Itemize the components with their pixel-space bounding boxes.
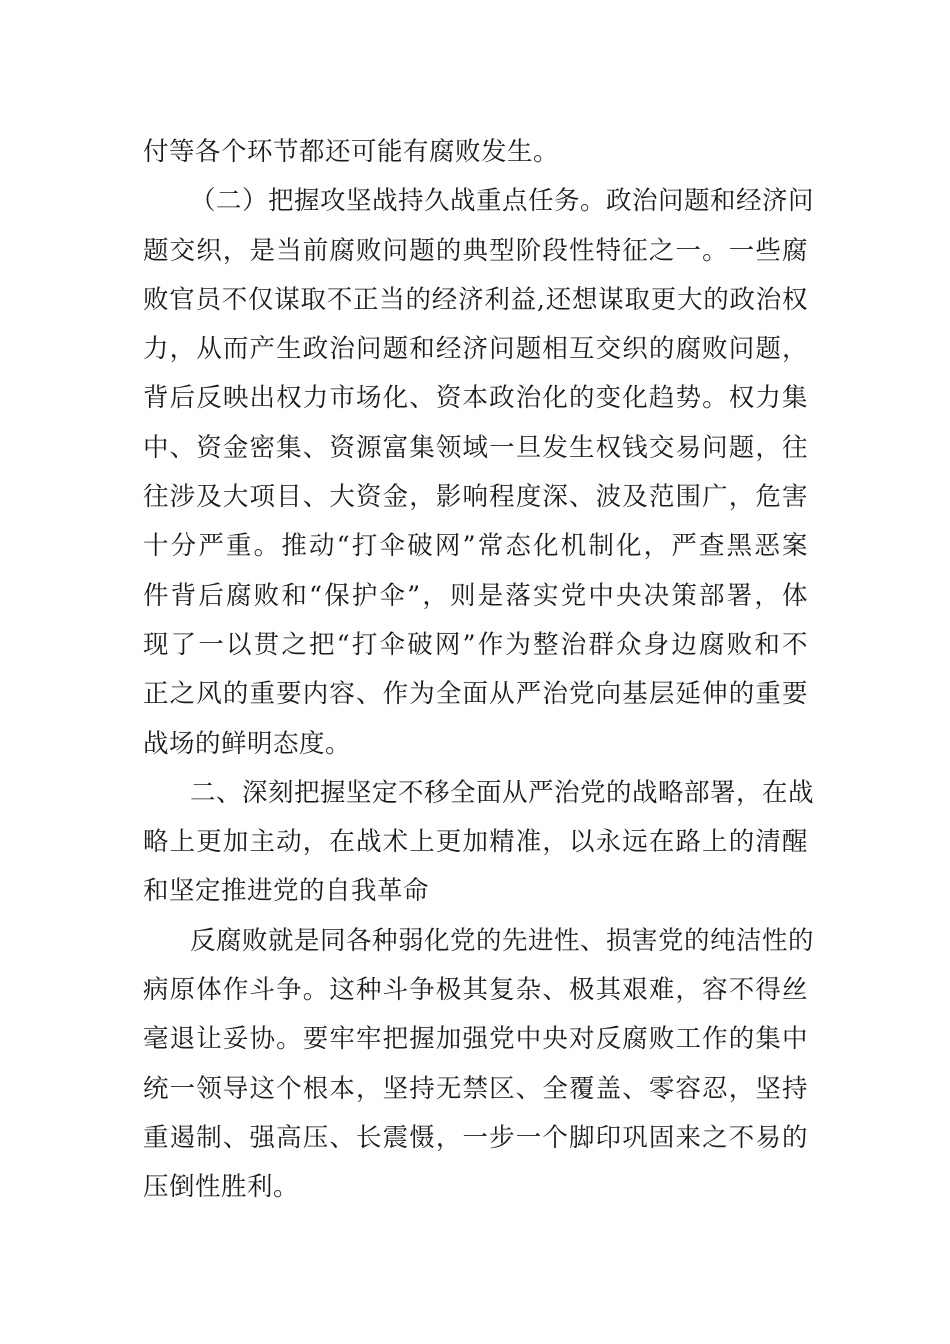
text-line: 压倒性胜利。	[143, 1172, 300, 1203]
text-line: 现了一以贯之把“打伞破网”作为整治群众身边腐败和不	[143, 629, 808, 660]
text-line: 背后反映出权力市场化、资本政治化的变化趋势。权力集	[143, 383, 808, 414]
text-line: 和坚定推进党的自我革命	[143, 876, 430, 907]
document-body	[143, 128, 815, 1213]
paragraph-key-tasks	[143, 177, 815, 769]
text-line: 正之风的重要内容、作为全面从严治党向基层延伸的重要	[143, 679, 808, 710]
paragraph-anti-corruption	[143, 917, 815, 1213]
text-line: 付等各个环节都还可能有腐败发生。	[143, 137, 560, 167]
text-line: 二、深刻把握坚定不移全面从严治党的战略部署，在战	[190, 777, 815, 808]
text-line: 中、资金密集、资源富集领域一旦发生权钱交易问题，往	[143, 432, 808, 463]
text-line: 毫退让妥协。要牢牢把握加强党中央对反腐败工作的集中	[143, 1024, 808, 1055]
text-line: 战场的鲜明态度。	[143, 728, 352, 759]
text-line: 重遏制、强高压、长震慑，一步一个脚印巩固来之不易的	[143, 1122, 808, 1153]
text-line: （二）把握攻坚战持久战重点任务。政治问题和经济问	[190, 186, 815, 217]
section-heading	[143, 769, 815, 917]
text-line: 往涉及大项目、大资金，影响程度深、波及范围广，危害	[143, 482, 808, 513]
paragraph-continuation	[143, 128, 808, 177]
text-line: 略上更加主动，在战术上更加精准，以永远在路上的清醒	[143, 827, 808, 858]
text-line: 十分严重。推动“打伞破网”常态化机制化，严查黑恶案	[143, 531, 808, 562]
text-line: 题交织，是当前腐败问题的典型阶段性特征之一。一些腐	[143, 235, 808, 266]
text-line: 力，从而产生政治问题和经济问题相互交织的腐败问题，	[143, 334, 808, 365]
text-line: 件背后腐败和“保护伞”，则是落实党中央决策部署，体	[143, 580, 808, 611]
text-line: 病原体作斗争。这种斗争极其复杂、极其艰难，容不得丝	[143, 975, 808, 1006]
text-line: 统一领导这个根本，坚持无禁区、全覆盖、零容忍，坚持	[143, 1073, 808, 1104]
text-line: 败官员不仅谋取不正当的经济利益,还想谋取更大的政治权	[143, 284, 808, 315]
text-line: 反腐败就是同各种弱化党的先进性、损害党的纯洁性的	[190, 925, 815, 956]
